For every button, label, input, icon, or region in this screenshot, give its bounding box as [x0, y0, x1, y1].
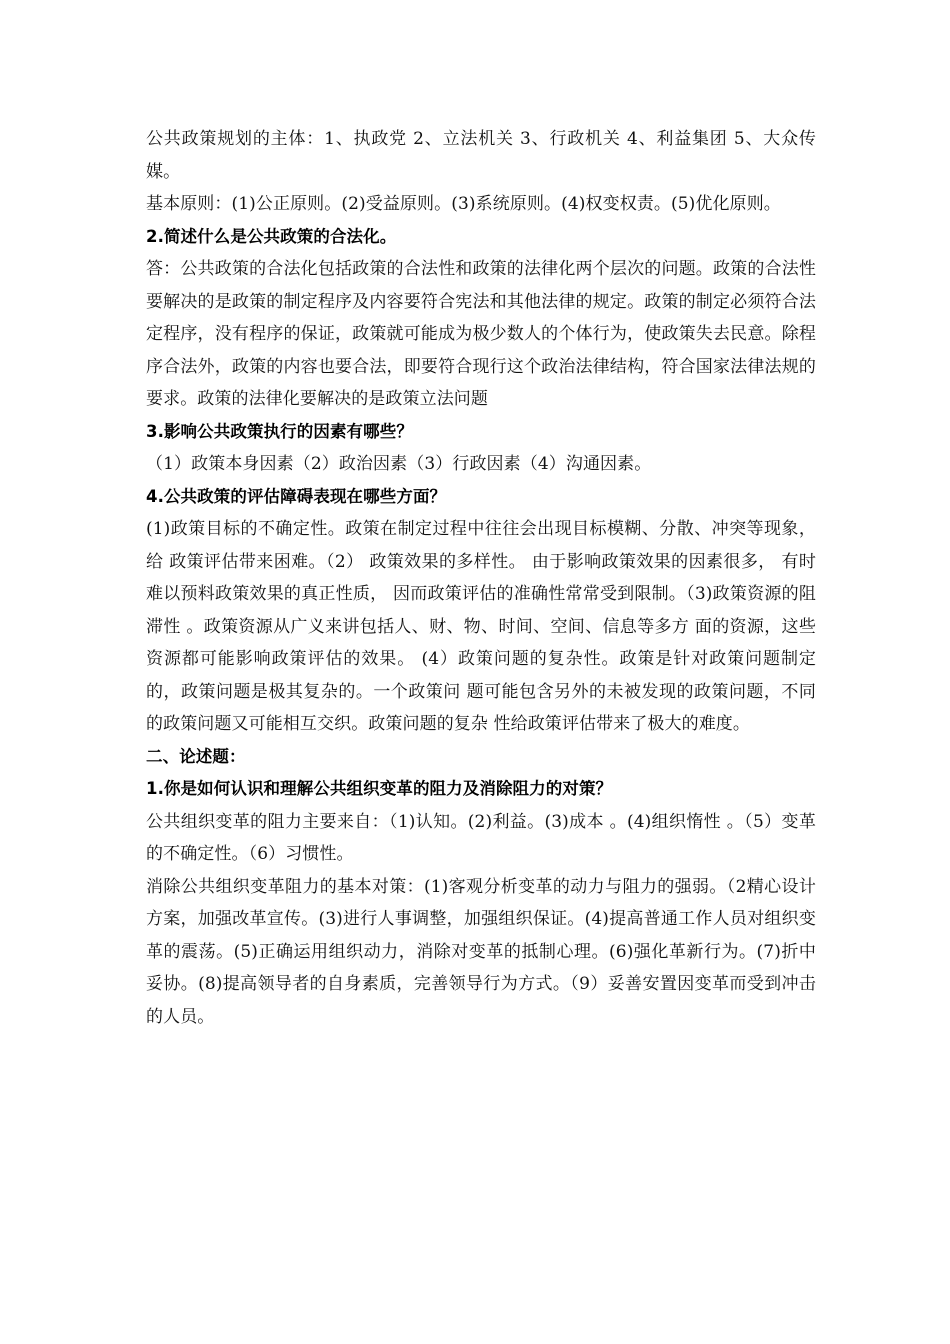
paragraph-execution-factors: （1）政策本身因素（2）政治因素（3）行政因素（4）沟通因素。: [146, 454, 652, 474]
question-heading-legalization: 2.简述什么是公共政策的合法化。: [146, 226, 397, 246]
paragraph-evaluation-obstacles: (1)政策目标的不确定性。政策在制定过程中往往会出现目标模糊、分散、冲突等现象，给 政策评估带来困难。（2） 政策效果的多样性。 由于影响政策效果的因素很多， 有时难以预料政策效果的真正性质， 因而政策评估的准确性常常受到限制。（3)政策资源的阻滞性 。政策资源从广义来讲包括人、财、物、时间、空间、信息等多方 面的资源，这些资源都可能影响政策评估的效果。 (4）政策问题的复杂性。政策是针对政策问题制定的，政策问题是极其复杂的。一个政策问 题可能包含另外的未被发现的政策问题，不同的政策问题又可能相互交织。政策问题的复杂 性给政策评估带来了极大的难度。: [146, 519, 817, 734]
question-heading-organizational-change: 1.你是如何认识和理解公共组织变革的阻力及消除阻力的对策？: [146, 779, 613, 798]
question-heading-evaluation-obstacles: 4.公共政策的评估障碍表现在哪些方面？: [146, 486, 447, 506]
paragraph-policy-planning-subjects: 公共政策规划的主体：1、执政党 2、立法机关 3、行政机关 4、利益集团 5、大众传媒。: [146, 129, 816, 182]
document-body: [146, 123, 816, 1033]
question-heading-execution-factors: 3.影响公共政策执行的因素有哪些？: [146, 421, 413, 441]
paragraph-basic-principles: 基本原则：(1)公正原则。(2)受益原则。(3)系统原则。(4)权变权责。(5)优化原则。: [146, 194, 781, 214]
paragraph-change-resistance-sources: 公共组织变革的阻力主要来自：（1)认知。(2)利益。(3)成本 。(4)组织惰性 。（5）变革的不确定性。（6）习惯性。: [146, 811, 816, 864]
paragraph-legalization-answer: 答：公共政策的合法化包括政策的合法性和政策的法律化两个层次的问题。政策的合法性要解决的是政策的制定程序及内容要符合宪法和其他法律的规定。政策的制定必须符合法定程序，没有程序的保证，政策就可能成为极少数人的个体行为，使政策失去民意。除程序合法外，政策的内容也要合法，即要符合现行这个政治法律结构，符合国家法律法规的要求。政策的法律化要解决的是政策立法问题: [146, 259, 816, 409]
section-heading-essay-questions: 二、论述题：: [146, 746, 246, 766]
paragraph-change-resistance-countermeasures: 消除公共组织变革阻力的基本对策：(1)客观分析变革的动力与阻力的强弱。（2精心设计方案，加强改革宣传。(3)进行人事调整，加强组织保证。(4)提高普通工作人员对组织变革的震荡。(5)正确运用组织动力，消除对变革的抵制心理。(6)强化革新行为。(7)折中妥协。(8)提高领导者的自身素质，完善领导行为方式。（9）妥善安置因变革而受到冲击的人员。: [146, 876, 816, 1027]
